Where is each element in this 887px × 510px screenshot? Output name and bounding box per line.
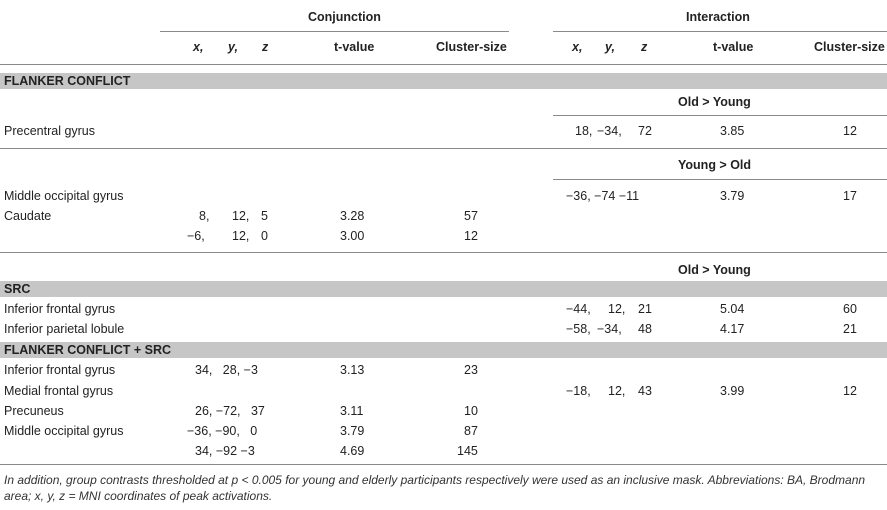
- subhead-old-young-1: Old > Young: [678, 95, 751, 109]
- cell-conj-t: 3.79: [340, 424, 365, 438]
- cell-int-y: 12,: [608, 384, 626, 398]
- row-label-precentral: Precentral gyrus: [4, 124, 96, 138]
- cell-int-z: 48: [638, 322, 652, 336]
- section-src: SRC: [4, 282, 31, 296]
- cell-int-xyz: −36, −74 −11: [566, 189, 640, 203]
- cell-conj-xyz: −36, −90, 0: [187, 424, 258, 438]
- cell-conj-x: −6,: [187, 229, 205, 243]
- conjunction-rule: [160, 31, 509, 32]
- cell-conj-xyz: 26, −72, 37: [195, 404, 265, 418]
- cell-int-y: −34,: [597, 124, 622, 138]
- row-label-medial-frontal: Medial frontal gyrus: [4, 384, 114, 398]
- row-label-inf-parietal: Inferior parietal lobule: [4, 322, 125, 336]
- cell-int-z: 21: [638, 302, 652, 316]
- cell-int-t: 3.79: [720, 189, 745, 203]
- cell-int-z: 43: [638, 384, 652, 398]
- subhead-rule-1: [553, 115, 887, 116]
- section-flanker-src: FLANKER CONFLICT + SRC: [4, 343, 172, 357]
- col-y-conj: y,: [228, 40, 238, 54]
- cell-int-cluster: 12: [843, 124, 857, 138]
- col-z-int: z: [641, 40, 648, 54]
- cell-int-x: −18,: [566, 384, 591, 398]
- row-label-inf-frontal-1: Inferior frontal gyrus: [4, 302, 116, 316]
- cell-conj-cluster: 10: [464, 404, 478, 418]
- cell-conj-t: 3.11: [340, 404, 364, 418]
- cell-int-t: 5.04: [720, 302, 745, 316]
- table-footnote: In addition, group contrasts thresholded at p < 0.005 for young and elderly participants respectively were used as an inclusive mask. Abbreviations: BA, Brodmann area; x, y, z = MNI coordinates of peak activations.: [4, 473, 866, 503]
- subhead-old-young-2: Old > Young: [678, 263, 751, 277]
- header-rule: [0, 64, 887, 65]
- cell-int-t: 4.17: [720, 322, 745, 336]
- row-label-inf-frontal-2: Inferior frontal gyrus: [4, 363, 116, 377]
- subhead-young-old: Young > Old: [678, 158, 752, 172]
- col-x-conj: x,: [193, 40, 204, 54]
- cell-int-cluster: 12: [843, 384, 857, 398]
- cell-conj-xyz: 34, 28, −3: [195, 363, 258, 377]
- cell-int-x: −58,: [566, 322, 591, 336]
- cell-int-x: −44,: [566, 302, 591, 316]
- interaction-rule: [553, 31, 887, 32]
- cell-int-cluster: 17: [843, 189, 857, 203]
- cell-conj-t: 3.28: [340, 209, 365, 223]
- conjunction-header: Conjunction: [308, 10, 381, 24]
- cell-int-y: 12,: [608, 302, 626, 316]
- row-rule: [0, 148, 887, 149]
- col-x-int: x,: [572, 40, 583, 54]
- cell-conj-t: 4.69: [340, 444, 365, 458]
- cell-int-t: 3.99: [720, 384, 745, 398]
- row-label-mid-occ-1: Middle occipital gyrus: [4, 189, 124, 203]
- cell-conj-cluster: 23: [464, 363, 478, 377]
- cell-int-z: 72: [638, 124, 652, 138]
- row-label-caudate: Caudate: [4, 209, 52, 223]
- cell-conj-t: 3.13: [340, 363, 365, 377]
- cell-int-cluster: 60: [843, 302, 857, 316]
- cell-conj-cluster: 145: [457, 444, 478, 458]
- cell-int-cluster: 21: [843, 322, 857, 336]
- cell-conj-xyz: 34, −92 −3: [195, 444, 255, 458]
- cell-conj-cluster: 87: [464, 424, 478, 438]
- cell-conj-t: 3.00: [340, 229, 365, 243]
- cell-int-y: −34,: [597, 322, 622, 336]
- col-cluster-int: Cluster-size: [814, 40, 885, 54]
- row-label-mid-occ-2: Middle occipital gyrus: [4, 424, 124, 438]
- cell-conj-y: 12,: [232, 229, 250, 243]
- col-cluster-conj: Cluster-size: [436, 40, 507, 54]
- cell-conj-cluster: 57: [464, 209, 478, 223]
- table-bottom-rule: [0, 464, 887, 465]
- col-y-int: y,: [605, 40, 615, 54]
- cell-conj-cluster: 12: [464, 229, 478, 243]
- section-src-band: [0, 281, 887, 297]
- interaction-header: Interaction: [686, 10, 750, 24]
- section-flanker-src-band: [0, 342, 887, 358]
- col-z-conj: z: [262, 40, 269, 54]
- col-t-int: t-value: [713, 40, 754, 54]
- cell-int-t: 3.85: [720, 124, 745, 138]
- cell-conj-z: 5: [261, 209, 268, 223]
- section-flanker-band: [0, 73, 887, 89]
- cell-conj-x: 8,: [199, 209, 210, 223]
- cell-conj-z: 0: [261, 229, 268, 243]
- section-flanker: FLANKER CONFLICT: [4, 74, 131, 88]
- subhead-rule-2: [553, 179, 887, 180]
- row-rule: [0, 252, 887, 253]
- row-label-precuneus: Precuneus: [4, 404, 64, 418]
- cell-conj-y: 12,: [232, 209, 250, 223]
- cell-int-x: 18,: [575, 124, 593, 138]
- col-t-conj: t-value: [334, 40, 375, 54]
